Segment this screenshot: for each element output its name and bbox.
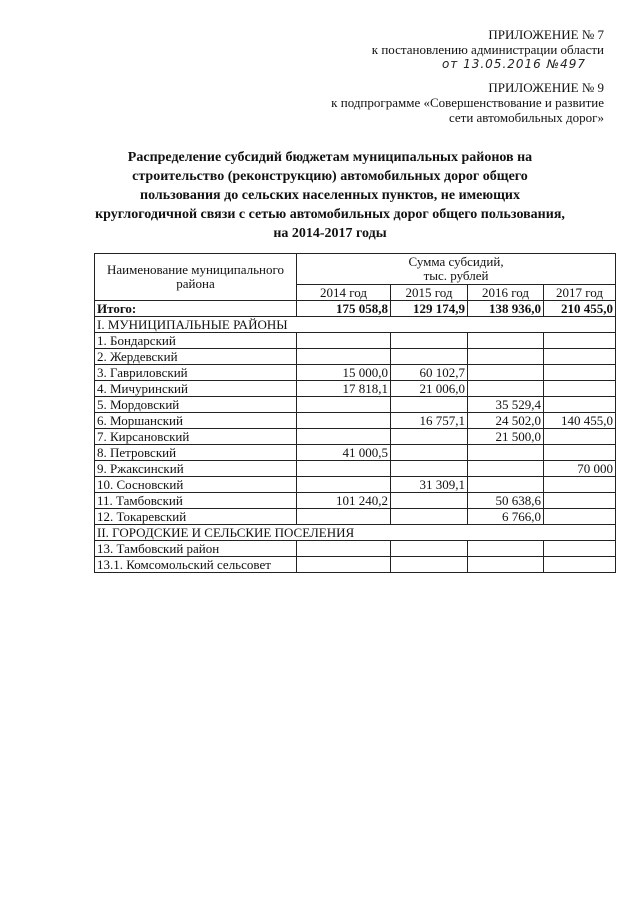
col-name-header xyxy=(95,254,297,301)
row-value xyxy=(468,349,544,365)
row-value: 70 000 xyxy=(544,461,616,477)
row-value xyxy=(468,381,544,397)
row-value xyxy=(544,365,616,381)
document-header xyxy=(331,27,604,125)
table-row xyxy=(95,413,616,429)
table-row xyxy=(95,365,616,381)
row-name: 12. Токаревский xyxy=(95,509,297,525)
row-name: 11. Тамбовский xyxy=(95,493,297,509)
row-value: 21 006,0 xyxy=(391,381,468,397)
row-value xyxy=(544,557,616,573)
row-value xyxy=(544,381,616,397)
sum-header-line1: Сумма субсидий, xyxy=(408,254,504,269)
row-name: 4. Мичуринский xyxy=(95,381,297,397)
appendix-7-label: ПРИЛОЖЕНИЕ № 7 xyxy=(488,27,604,42)
year-header-2016: 2016 год xyxy=(468,285,544,301)
row-value xyxy=(297,557,391,573)
row-value: 31 309,1 xyxy=(391,477,468,493)
row-name: 9. Ржаксинский xyxy=(95,461,297,477)
row-name: 5. Мордовский xyxy=(95,397,297,413)
sum-header xyxy=(297,254,616,285)
row-value xyxy=(544,493,616,509)
total-label: Итого: xyxy=(95,301,297,317)
row-name: 10. Сосновский xyxy=(95,477,297,493)
row-value xyxy=(297,349,391,365)
table-row xyxy=(95,445,616,461)
row-value: 24 502,0 xyxy=(468,413,544,429)
settlement-rows xyxy=(95,541,616,573)
row-value xyxy=(544,509,616,525)
section-heading: II. ГОРОДСКИЕ И СЕЛЬСКИЕ ПОСЕЛЕНИЯ xyxy=(95,525,616,541)
title-line-3: пользования до сельских населенных пунктов, не имеющих xyxy=(140,188,520,203)
row-value xyxy=(391,397,468,413)
year-header-2017: 2017 год xyxy=(544,285,616,301)
title-line-4: круглогодичной связи с сетью автомобильных дорог общего пользования, xyxy=(95,207,565,222)
row-name: 13. Тамбовский район xyxy=(95,541,297,557)
row-name: 1. Бондарский xyxy=(95,333,297,349)
row-value xyxy=(297,461,391,477)
row-value xyxy=(468,541,544,557)
row-value xyxy=(391,493,468,509)
row-value xyxy=(468,557,544,573)
row-value xyxy=(391,445,468,461)
table-row xyxy=(95,477,616,493)
row-value xyxy=(297,541,391,557)
row-value xyxy=(391,557,468,573)
row-value xyxy=(544,333,616,349)
row-value xyxy=(391,333,468,349)
section-heading: I. МУНИЦИПАЛЬНЫЕ РАЙОНЫ xyxy=(95,317,616,333)
row-value: 21 500,0 xyxy=(468,429,544,445)
municipal-district-rows xyxy=(95,333,616,525)
row-value: 15 000,0 xyxy=(297,365,391,381)
row-value: 6 766,0 xyxy=(468,509,544,525)
section-settlements xyxy=(95,525,616,541)
table-row xyxy=(95,333,616,349)
row-name: 13.1. Комсомольский сельсовет xyxy=(95,557,297,573)
col-name-header-text: Наименование муниципального района xyxy=(106,262,285,291)
row-value xyxy=(544,397,616,413)
year-header-2014: 2014 год xyxy=(297,285,391,301)
row-value xyxy=(391,349,468,365)
row-name: 7. Кирсановский xyxy=(95,429,297,445)
total-2016: 138 936,0 xyxy=(468,301,544,317)
resolution-reference: к постановлению администрации области xyxy=(371,42,604,57)
handwritten-date: от 13.05.2016 №497 xyxy=(441,57,586,71)
row-value: 16 757,1 xyxy=(391,413,468,429)
total-2014: 175 058,8 xyxy=(297,301,391,317)
row-value: 35 529,4 xyxy=(468,397,544,413)
title-line-5: на 2014-2017 годы xyxy=(273,226,387,241)
appendix-9-label: ПРИЛОЖЕНИЕ № 9 xyxy=(488,80,604,95)
row-name: 6. Моршанский xyxy=(95,413,297,429)
table-row xyxy=(95,397,616,413)
row-value xyxy=(544,541,616,557)
total-2015: 129 174,9 xyxy=(391,301,468,317)
row-value xyxy=(297,429,391,445)
row-value xyxy=(544,429,616,445)
table-row xyxy=(95,381,616,397)
row-value xyxy=(297,413,391,429)
row-value xyxy=(468,477,544,493)
row-value xyxy=(468,445,544,461)
row-value xyxy=(468,333,544,349)
row-value xyxy=(391,461,468,477)
year-header-2015: 2015 год xyxy=(391,285,468,301)
section-municipal-districts xyxy=(95,317,616,333)
row-value xyxy=(544,349,616,365)
table-row xyxy=(95,557,616,573)
sum-header-line2: тыс. рублей xyxy=(423,268,489,283)
row-value xyxy=(544,477,616,493)
row-value: 101 240,2 xyxy=(297,493,391,509)
table-row xyxy=(95,349,616,365)
subsidy-table xyxy=(94,253,616,573)
row-value xyxy=(391,429,468,445)
title-line-1: Распределение субсидий бюджетам муниципальных районов на xyxy=(127,150,533,165)
table-row xyxy=(95,429,616,445)
row-name: 2. Жердевский xyxy=(95,349,297,365)
table-row xyxy=(95,493,616,509)
row-value xyxy=(297,477,391,493)
row-value: 50 638,6 xyxy=(468,493,544,509)
total-2017: 210 455,0 xyxy=(544,301,616,317)
row-value xyxy=(297,509,391,525)
row-name: 3. Гавриловский xyxy=(95,365,297,381)
table-row xyxy=(95,541,616,557)
subprogram-reference-line2: сети автомобильных дорог» xyxy=(448,110,604,125)
row-value: 41 000,5 xyxy=(297,445,391,461)
row-value xyxy=(297,397,391,413)
row-value: 17 818,1 xyxy=(297,381,391,397)
table-row xyxy=(95,509,616,525)
document-title xyxy=(80,148,580,243)
row-value: 60 102,7 xyxy=(391,365,468,381)
row-value xyxy=(544,445,616,461)
row-name: 8. Петровский xyxy=(95,445,297,461)
row-value: 140 455,0 xyxy=(544,413,616,429)
row-value xyxy=(468,461,544,477)
row-value xyxy=(391,509,468,525)
table-row xyxy=(95,461,616,477)
row-value xyxy=(297,333,391,349)
subprogram-reference-line1: к подпрограмме «Совершенствование и развитие xyxy=(331,95,604,110)
title-line-2: строительство (реконструкцию) автомобильных дорог общего xyxy=(132,169,528,184)
row-value xyxy=(468,365,544,381)
total-row xyxy=(95,301,616,317)
table-header-row xyxy=(95,254,616,285)
row-value xyxy=(391,541,468,557)
